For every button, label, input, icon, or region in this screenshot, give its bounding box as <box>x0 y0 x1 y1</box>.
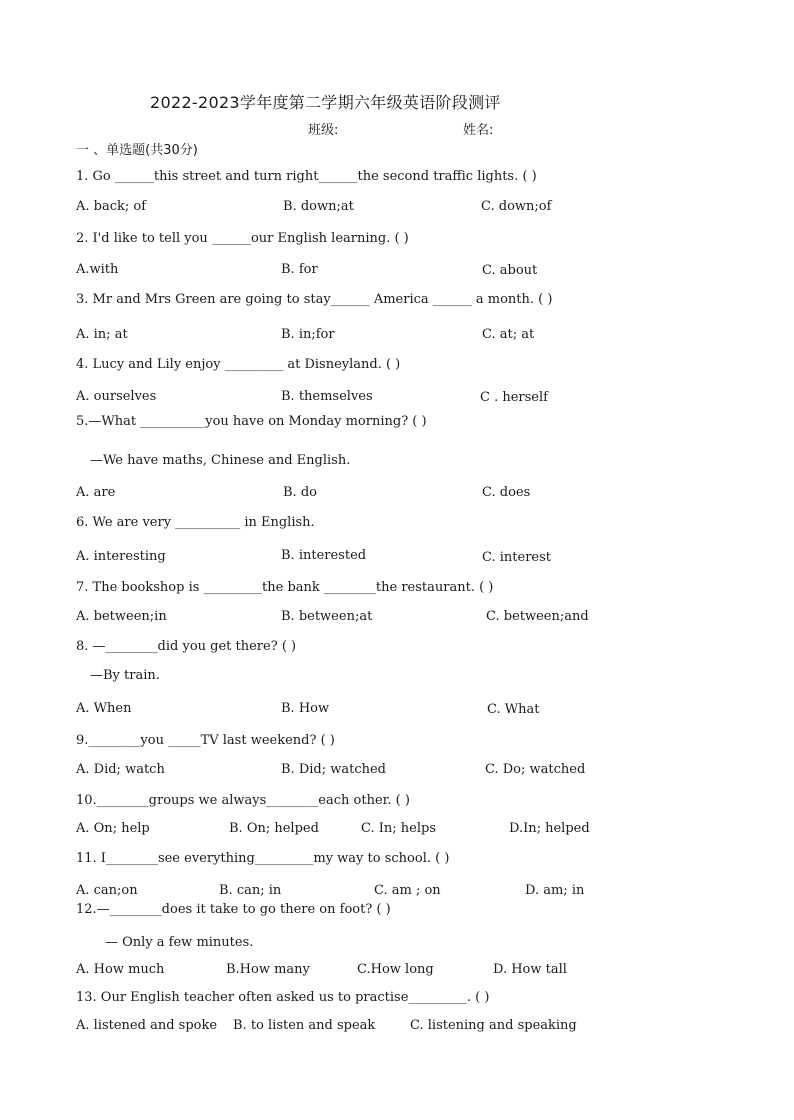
question-11: 11. I________see everything_________my way to school. ( ) <box>76 851 450 866</box>
question-10: 10.________groups we always________each other. ( ) <box>76 793 410 808</box>
q4-option-c[interactable]: C . herself <box>480 390 548 405</box>
q5-option-a[interactable]: A. are <box>76 485 116 500</box>
q11-option-a[interactable]: A. can;on <box>76 883 138 898</box>
q12-option-d[interactable]: D. How tall <box>493 962 567 977</box>
question-5-reply: —We have maths, Chinese and English. <box>90 453 351 468</box>
q13-option-c[interactable]: C. listening and speaking <box>410 1018 577 1033</box>
q4-option-b[interactable]: B. themselves <box>281 389 373 404</box>
question-13: 13. Our English teacher often asked us to practise_________. ( ) <box>76 990 490 1005</box>
question-7: 7. The bookshop is _________the bank ________the restaurant. ( ) <box>76 580 494 595</box>
q3-option-c[interactable]: C. at; at <box>482 327 535 342</box>
section-heading: 一 、单选题(共30分) <box>76 143 198 158</box>
name-label: 姓名: <box>463 123 494 138</box>
q2-option-b[interactable]: B. for <box>281 262 318 277</box>
q3-option-b[interactable]: B. in;for <box>281 327 335 342</box>
q2-option-a[interactable]: A.with <box>76 262 119 277</box>
q9-option-c[interactable]: C. Do; watched <box>485 762 586 777</box>
question-2: 2. I'd like to tell you ______our English learning. ( ) <box>76 231 409 246</box>
question-8-reply: —By train. <box>90 668 160 683</box>
q8-option-b[interactable]: B. How <box>281 701 330 716</box>
question-12-reply: — Only a few minutes. <box>105 935 254 950</box>
q8-option-c[interactable]: C. What <box>487 702 540 717</box>
q11-option-b[interactable]: B. can; in <box>219 883 282 898</box>
question-4: 4. Lucy and Lily enjoy _________ at Disneyland. ( ) <box>76 357 401 372</box>
q8-option-a[interactable]: A. When <box>76 701 132 716</box>
q12-option-a[interactable]: A. How much <box>76 962 165 977</box>
question-12: 12.—________does it take to go there on foot? ( ) <box>76 902 391 917</box>
q2-option-c[interactable]: C. about <box>482 263 538 278</box>
question-1: 1. Go ______this street and turn right______the second traffic lights. ( ) <box>76 169 537 184</box>
q9-option-b[interactable]: B. Did; watched <box>281 762 387 777</box>
q7-option-b[interactable]: B. between;at <box>281 609 373 624</box>
q11-option-c[interactable]: C. am ; on <box>374 883 441 898</box>
q12-option-c[interactable]: C.How long <box>357 962 434 977</box>
q10-option-b[interactable]: B. On; helped <box>229 821 319 836</box>
q13-option-b[interactable]: B. to listen and speak <box>233 1018 376 1033</box>
q9-option-a[interactable]: A. Did; watch <box>76 762 165 777</box>
q5-option-c[interactable]: C. does <box>482 485 531 500</box>
q1-option-c[interactable]: C. down;of <box>481 199 552 214</box>
q5-option-b[interactable]: B. do <box>283 485 317 500</box>
page-title: 2022-2023学年度第二学期六年级英语阶段测评 <box>150 93 501 112</box>
question-5: 5.—What __________you have on Monday morning? ( ) <box>76 414 427 429</box>
q7-option-c[interactable]: C. between;and <box>486 609 589 624</box>
q10-option-a[interactable]: A. On; help <box>76 821 150 836</box>
q11-option-d[interactable]: D. am; in <box>525 883 585 898</box>
q4-option-a[interactable]: A. ourselves <box>76 389 157 404</box>
q13-option-a[interactable]: A. listened and spoke <box>76 1018 218 1033</box>
question-8: 8. —________did you get there? ( ) <box>76 639 297 654</box>
q3-option-a[interactable]: A. in; at <box>76 327 128 342</box>
question-3: 3. Mr and Mrs Green are going to stay______ America ______ a month. ( ) <box>76 292 553 307</box>
q1-option-b[interactable]: B. down;at <box>283 199 354 214</box>
q6-option-c[interactable]: C. interest <box>482 550 551 565</box>
class-label: 班级: <box>308 123 339 138</box>
q1-option-a[interactable]: A. back; of <box>76 199 147 214</box>
question-6: 6. We are very __________ in English. <box>76 515 315 530</box>
q6-option-b[interactable]: B. interested <box>281 548 367 563</box>
question-9: 9.________you _____TV last weekend? ( ) <box>76 733 335 748</box>
q10-option-d[interactable]: D.In; helped <box>509 821 590 836</box>
q10-option-c[interactable]: C. In; helps <box>361 821 436 836</box>
q12-option-b[interactable]: B.How many <box>226 962 310 977</box>
q6-option-a[interactable]: A. interesting <box>76 549 166 564</box>
q7-option-a[interactable]: A. between;in <box>76 609 167 624</box>
